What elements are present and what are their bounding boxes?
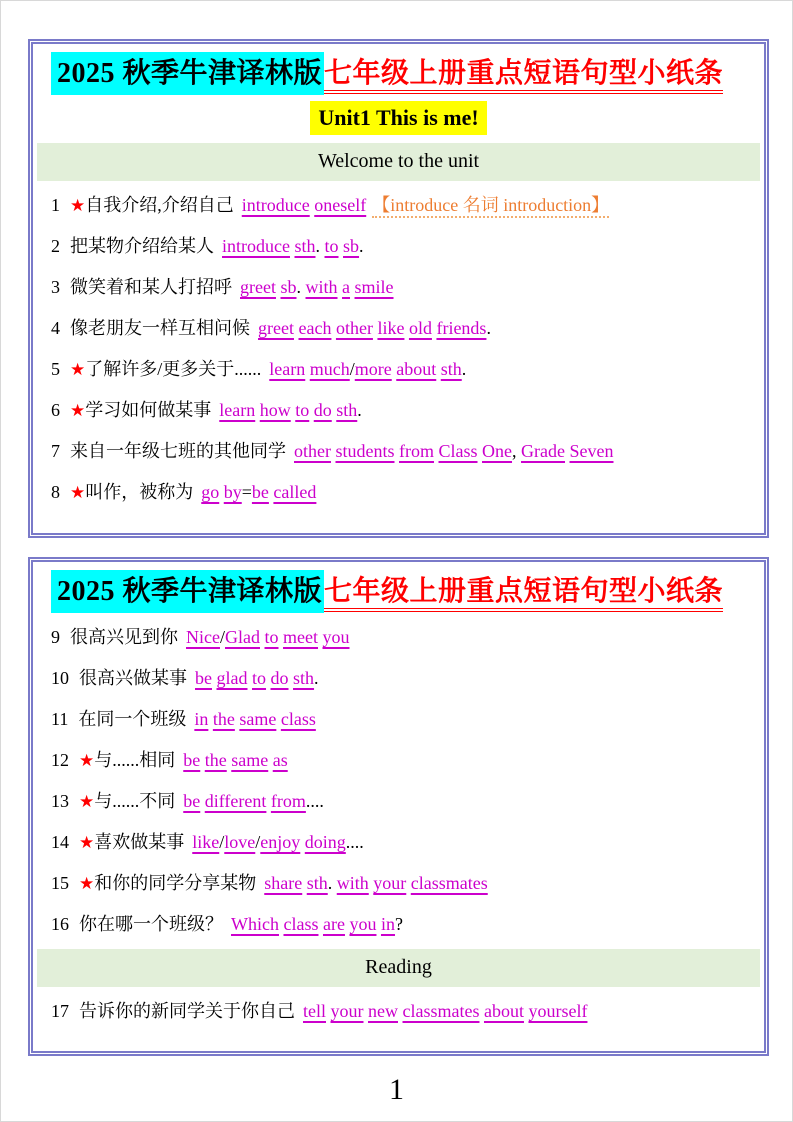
item-chinese: 喜欢做某事 — [94, 831, 185, 852]
phrase-item-7 — [51, 431, 746, 472]
item-english: be different from.... — [183, 790, 324, 811]
section-header-welcome: Welcome to the unit — [37, 143, 760, 181]
star-icon: ★ — [79, 832, 95, 852]
item-number: 9 — [51, 626, 60, 647]
item-number: 1 — [51, 194, 60, 215]
star-icon: ★ — [70, 400, 86, 420]
phrase-item-10 — [51, 658, 746, 699]
card-title — [51, 54, 746, 95]
phrase-item-16 — [51, 904, 746, 945]
item-english: learn much/more about sth. — [269, 358, 467, 379]
item-chinese: 了解许多/更多关于...... — [85, 358, 262, 379]
item-chinese: 很高兴做某事 — [79, 667, 187, 688]
star-icon: ★ — [79, 791, 95, 811]
item-number: 4 — [51, 317, 60, 338]
phrase-item-17 — [51, 991, 746, 1032]
star-icon: ★ — [70, 359, 86, 379]
item-number: 13 — [51, 790, 69, 811]
item-chinese: 叫作，被称为 — [85, 481, 194, 502]
item-number: 15 — [51, 872, 69, 893]
item-english: be glad to do sth. — [195, 667, 319, 688]
phrase-list — [51, 185, 746, 513]
phrase-card-2 — [28, 557, 769, 1056]
title-red-part: 七年级上册重点短语句型小纸条 — [324, 58, 723, 94]
phrase-item-11 — [51, 699, 746, 740]
item-english: introduce sth. to sb. — [222, 235, 364, 256]
item-number: 5 — [51, 358, 60, 379]
item-chinese: 学习如何做某事 — [85, 399, 212, 420]
phrase-item-2 — [51, 226, 746, 267]
page-number: 1 — [389, 1073, 404, 1106]
title-highlighted-part: 2025 秋季牛津译林版 — [51, 52, 324, 95]
item-number: 11 — [51, 708, 69, 729]
item-chinese: 告诉你的新同学关于你自己 — [79, 1000, 295, 1021]
phrase-item-15 — [51, 863, 746, 904]
section-header-reading: Reading — [37, 949, 760, 987]
item-number: 7 — [51, 440, 60, 461]
item-chinese: 与......不同 — [94, 790, 176, 811]
card-title — [51, 572, 746, 613]
item-chinese: 来自一年级七班的其他同学 — [70, 440, 286, 461]
item-chinese: 自我介绍,介绍自己 — [85, 194, 234, 215]
item-english: learn how to do sth. — [219, 399, 362, 420]
unit-title-line — [51, 105, 746, 131]
item-english: other students from Class One, Grade Seven — [294, 440, 614, 461]
phrase-list — [51, 617, 746, 945]
phrase-item-8 — [51, 472, 746, 513]
item-chinese: 与......相同 — [94, 749, 176, 770]
item-english: Which class are you in? — [231, 913, 403, 934]
item-english: introduce oneself — [241, 194, 367, 215]
phrase-item-1 — [51, 185, 746, 226]
item-number: 16 — [51, 913, 69, 934]
phrase-item-9 — [51, 617, 746, 658]
title-red-part: 七年级上册重点短语句型小纸条 — [324, 576, 723, 612]
phrase-item-3 — [51, 267, 746, 308]
item-english: share sth. with your classmates — [264, 872, 488, 893]
item-chinese: 和你的同学分享某物 — [94, 872, 257, 893]
phrase-card-1 — [28, 39, 769, 538]
item-english: tell your new classmates about yourself — [303, 1000, 588, 1021]
item-chinese: 把某物介绍给某人 — [70, 235, 214, 256]
star-icon: ★ — [70, 195, 86, 215]
item-number: 2 — [51, 235, 60, 256]
item-number: 6 — [51, 399, 60, 420]
phrase-item-12 — [51, 740, 746, 781]
unit-title: Unit1 This is me! — [310, 101, 486, 135]
item-chinese: 在同一个班级 — [78, 708, 187, 729]
phrase-item-13 — [51, 781, 746, 822]
phrase-list — [51, 991, 746, 1032]
star-icon: ★ — [79, 750, 95, 770]
phrase-item-6 — [51, 390, 746, 431]
phrase-item-5 — [51, 349, 746, 390]
item-number: 17 — [51, 1000, 69, 1021]
item-chinese: 像老朋友一样互相问候 — [70, 317, 250, 338]
item-number: 14 — [51, 831, 69, 852]
item-english: be the same as — [183, 749, 288, 770]
item-number: 8 — [51, 481, 60, 502]
item-number: 12 — [51, 749, 69, 770]
item-chinese: 很高兴见到你 — [70, 626, 178, 647]
title-highlighted-part: 2025 秋季牛津译林版 — [51, 570, 324, 613]
phrase-item-14 — [51, 822, 746, 863]
item-number: 3 — [51, 276, 60, 297]
star-icon: ★ — [70, 482, 86, 502]
phrase-item-4 — [51, 308, 746, 349]
item-english: Nice/Glad to meet you — [186, 626, 350, 647]
item-english: greet each other like old friends. — [258, 317, 491, 338]
item-chinese: 微笑着和某人打招呼 — [70, 276, 232, 297]
item-chinese: 你在哪一个班级？ — [79, 913, 223, 934]
item-english: go by=be called — [201, 481, 317, 502]
item-english: greet sb. with a smile — [240, 276, 394, 297]
item-english: like/love/enjoy doing.... — [192, 831, 364, 852]
star-icon: ★ — [79, 873, 95, 893]
item-english: in the same class — [194, 708, 316, 729]
item-note: 【introduce 名词 introduction】 — [372, 195, 609, 218]
item-number: 10 — [51, 667, 69, 688]
